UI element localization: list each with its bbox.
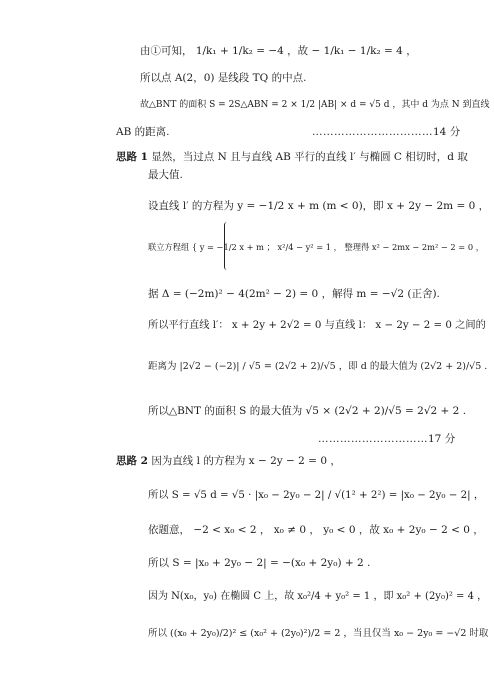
approach-label: 思路 2 <box>116 455 148 467</box>
line-2: 所以点 A(2，0) 是线段 TQ 的中点. <box>140 72 307 84</box>
line-9: 联立方程组 { y = −1/2 x + m ； x²/4 − y² = 1 ， 整理得 x² − 2mx − 2m² − 2 = 0 ， <box>148 242 484 252</box>
line-13: 所以△BNT 的面积 S 的最大值为 √5 × (2√2 + 2)/√5 = 2√2 + 2 . <box>148 405 467 417</box>
line-20: 所以 ((x₀ + 2y₀)/2)² ≤ (x₀² + (2y₀)²)/2 = 2 ，当且仅当 x₀ − 2y₀ = −√2 时取 <box>148 628 489 639</box>
line-1: 由①可知， 1/k₁ + 1/k₂ = −4 ，故 − 1/k₁ − 1/k₂ = 4 ， <box>140 45 417 57</box>
line-3: 故△BNT 的面积 S = 2S△ABN = 2 × 1/2 |AB| × d = √5 d ，其中 d 为点 N 到直线 <box>140 100 490 110</box>
score-line-14 <box>312 125 460 139</box>
score-line-17 <box>318 432 455 446</box>
approach-1-heading <box>116 150 468 164</box>
line-19: 因为 N(x₀，y₀) 在椭圆 C 上，故 x₀²/4 + y₀² = 1 ，即 x₀² + (2y₀)² = 4 ， <box>148 591 488 602</box>
line-7: 最大值. <box>148 169 183 181</box>
score-dots: …………………………… <box>312 126 433 138</box>
approach-2-heading <box>116 454 341 468</box>
line-8: 设直线 l′ 的方程为 y = −1/2 x + m (m < 0)，即 x + 2y − 2m = 0 ， <box>148 200 490 212</box>
line-17: 依题意， −2 < x₀ < 2 ， x₀ ≠ 0 ， y₀ < 0 ，故 x₀ + 2y₀ − 2 < 0 ， <box>148 524 484 536</box>
score-label: 17 分 <box>428 433 456 445</box>
score-dots: ………………………… <box>318 433 428 445</box>
score-label: 14 分 <box>433 126 461 138</box>
line-18: 所以 S = |x₀ + 2y₀ − 2| = −(x₀ + 2y₀) + 2 . <box>148 557 371 569</box>
approach-text: 因为直线 l 的方程为 x − 2y − 2 = 0 ， <box>151 455 341 467</box>
line-16: 所以 S = √5 d = √5 · |x₀ − 2y₀ − 2| / √(1² + 2²) = |x₀ − 2y₀ − 2| ， <box>148 489 485 501</box>
line-12: 距离为 |2√2 − (−2)| / √5 = (2√2 + 2)/√5 ，即 d 的最大值为 (2√2 + 2)/√5 . <box>148 361 488 372</box>
approach-text: 显然，当过点 N 且与直线 AB 平行的直线 l′ 与椭圆 C 相切时，d 取 <box>151 151 468 163</box>
line-11: 所以平行直线 l′： x + 2y + 2√2 = 0 与直线 l： x − 2y − 2 = 0 之间的 <box>148 319 486 331</box>
approach-label: 思路 1 <box>116 151 148 163</box>
line-10: 据 Δ = (−2m)² − 4(2m² − 2) = 0 ，解得 m = −√2 (正舍). <box>148 288 440 300</box>
line-4: AB 的距离. <box>116 126 170 138</box>
